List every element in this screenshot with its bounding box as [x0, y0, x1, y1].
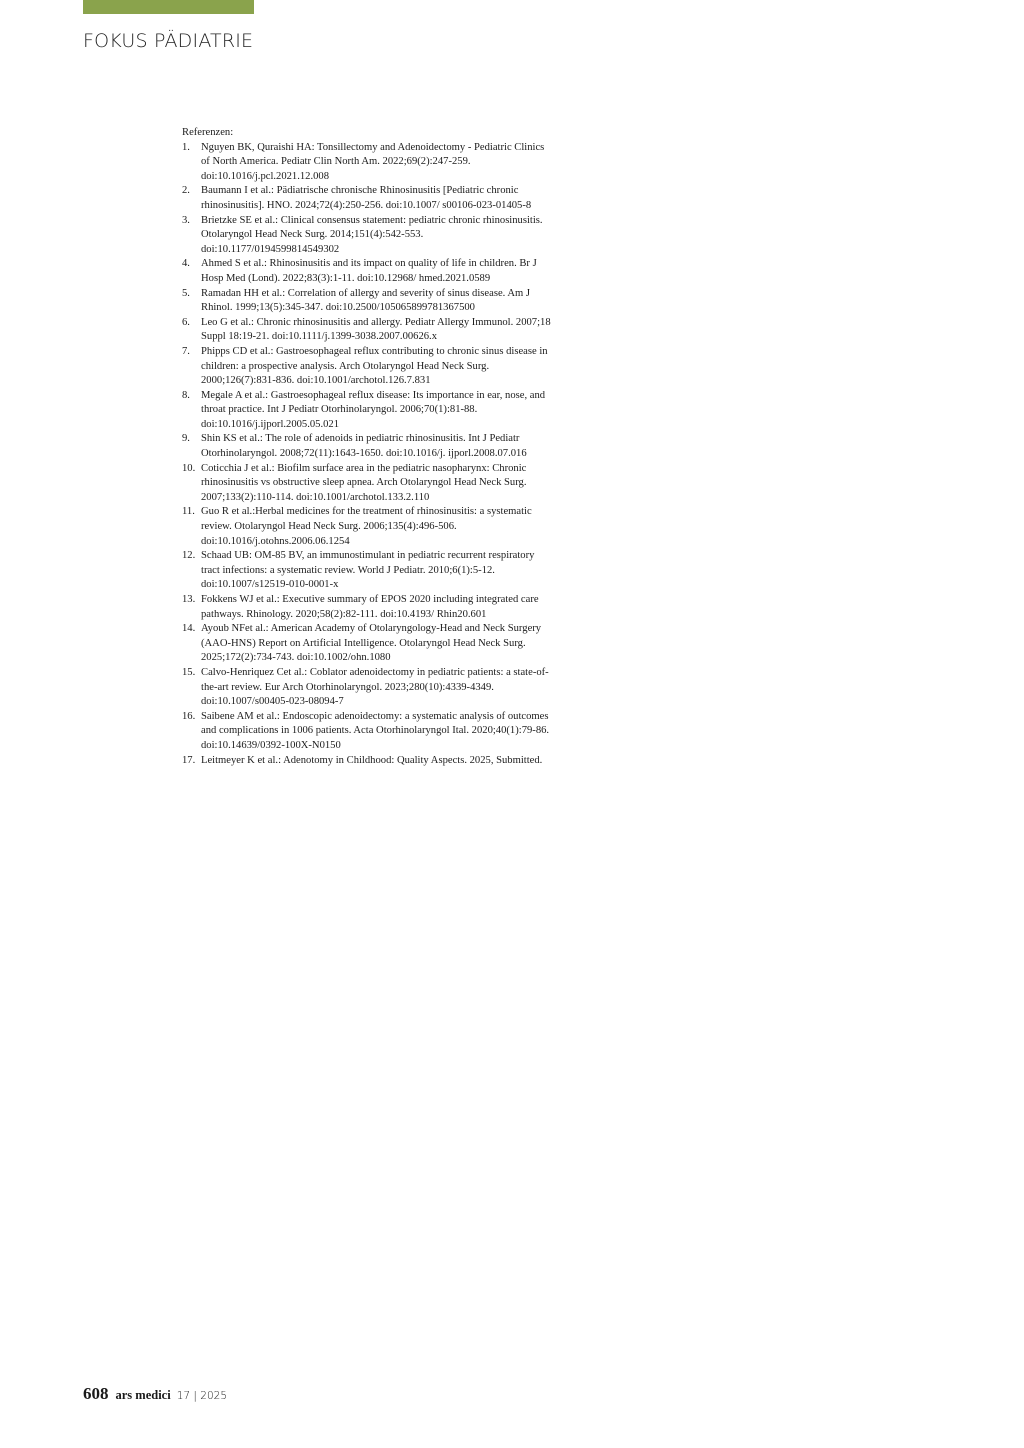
reference-item — [182, 141, 554, 185]
references-block — [182, 126, 554, 768]
reference-item — [182, 214, 554, 258]
issue-label: 17 | 2025 — [176, 1390, 227, 1402]
reference-text: Leo G et al.: Chronic rhinosinusitis and allergy. Pediatr Allergy Immunol. 2007;18 Suppl 18:19-21. doi:10.1111/j.1399-3038.2007.00626.x — [201, 316, 551, 343]
page-footer — [83, 1384, 227, 1404]
journal-name: ars medici — [115, 1388, 171, 1402]
reference-item — [182, 389, 554, 433]
reference-number: 13. — [182, 594, 196, 605]
reference-text: Ahmed S et al.: Rhinosinusitis and its impact on quality of life in children. Br J Hosp Med (Lond). 2022;83(3):1-11. doi:10.12968/ hmed.2021.0589 — [201, 258, 537, 284]
reference-item — [182, 505, 554, 549]
reference-item — [182, 710, 554, 754]
reference-text: Schaad UB: OM-85 BV, an immunostimulant in pediatric recurrent respiratory tract infections: a systematic review. World J Pediatr. 2010;6(1):5-12. doi:10.1007/s12519-010-0001-x — [201, 550, 535, 591]
reference-item — [182, 257, 554, 286]
reference-text: Nguyen BK, Quraishi HA: Tonsillectomy and Adenoidectomy - Pediatric Clinics of North America. Pediatr Clin North Am. 2022;69(2):247-259. doi:10.1016/j.pcl.2021.12.008 — [201, 141, 545, 182]
reference-number: 7. — [182, 345, 190, 357]
reference-text: Shin KS et al.: The role of adenoids in pediatric rhinosinusitis. Int J Pediatr Otorhinolaryngol. 2008;72(11):1643-1650. doi:10.1016/j. ijporl.2008.07.016 — [201, 433, 527, 460]
reference-number: 5. — [182, 287, 190, 299]
reference-number: 6. — [182, 316, 190, 328]
reference-item — [182, 593, 554, 622]
reference-text: Coticchia J et al.: Biofilm surface area in the pediatric nasopharynx: Chronic rhinosinusitis vs obstructive sleep apnea. Arch Otolaryngol Head Neck Surg. 2007;133(2):110-114. doi:10.1001/archotol.133.2.110 — [201, 462, 527, 503]
reference-text: Ramadan HH et al.: Correlation of allergy and severity of sinus disease. Am J Rhinol. 1999;13(5):345-347. doi:10.2500/105065899781367500 — [201, 287, 531, 314]
reference-number: 8. — [182, 389, 190, 401]
reference-item — [182, 345, 554, 389]
reference-number: 17. — [182, 754, 196, 766]
reference-text: Calvo-Henriquez Cet al.: Coblator adenoidectomy in pediatric patients: a state-of-the-art review. Eur Arch Otorhinolaryngol. 2023;280(10):4339-4349. doi:10.1007/s00405-023-08094-7 — [201, 666, 549, 708]
reference-number: 11. — [182, 506, 195, 518]
reference-text: Fokkens WJ et al.: Executive summary of EPOS 2020 including integrated care pathways. Rhinology. 2020;58(2):82-111. doi:10.4193/ Rhin20.601 — [201, 594, 539, 620]
reference-number: 10. — [182, 462, 196, 474]
reference-item — [182, 432, 554, 461]
reference-text: Saibene AM et al.: Endoscopic adenoidectomy: a systematic analysis of outcomes and complications in 1006 patients. Acta Otorhinolaryngol Ital. 2020;40(1):79-86. doi:10.14639/0392-100X-N0150 — [201, 710, 550, 751]
reference-text: Leitmeyer K et al.: Adenotomy in Childhood: Quality Aspects. 2025, Submitted. — [201, 754, 543, 766]
reference-number: 9. — [182, 433, 190, 445]
reference-text: Guo R et al.:Herbal medicines for the treatment of rhinosinusitis: a systematic review. Otolaryngol Head Neck Surg. 2006;135(4):496-506. doi:10.1016/j.otohns.2006.06.1254 — [201, 506, 532, 547]
reference-text: Megale A et al.: Gastroesophageal reflux disease: Its importance in ear, nose, and throat practice. Int J Pediatr Otorhinolaryngol. 2006;70(1):81-88. doi:10.1016/j.ijporl.2005.05.021 — [201, 389, 546, 430]
references-heading: Referenzen: — [182, 127, 234, 138]
reference-number: 14. — [182, 623, 196, 635]
section-title: FOKUS PÄDIATRIE — [83, 30, 254, 52]
reference-number: 3. — [182, 214, 190, 226]
reference-item — [182, 754, 554, 769]
reference-number: 12. — [182, 550, 196, 562]
reference-item — [182, 622, 554, 666]
page-number: 608 — [83, 1384, 109, 1403]
reference-item — [182, 316, 554, 345]
section-accent-bar — [83, 0, 254, 14]
reference-number: 16. — [182, 710, 196, 722]
references-list — [182, 141, 554, 769]
reference-number: 15. — [182, 666, 196, 678]
reference-number: 4. — [182, 258, 190, 270]
reference-item — [182, 287, 554, 316]
reference-item — [182, 666, 554, 710]
reference-item — [182, 549, 554, 593]
reference-text: Ayoub NFet al.: American Academy of Otolaryngology-Head and Neck Surgery (AAO-HNS) Report on Artificial Intelligence. Otolaryngol Head Neck Surg. 2025;172(2):734-743. doi:10.1002/ohn.1080 — [201, 623, 542, 664]
reference-text: Phipps CD et al.: Gastroesophageal reflux contributing to chronic sinus disease in children: a prospective analysis. Arch Otolaryngol Head Neck Surg. 2000;126(7):831-836. doi:10.1001/archotol.126.7.831 — [201, 345, 548, 387]
reference-number: 2. — [182, 185, 190, 197]
reference-text: Brietzke SE et al.: Clinical consensus statement: pediatric chronic rhinosinusitis. Otolaryngol Head Neck Surg. 2014;151(4):542-553. doi:10.1177/0194599814549302 — [201, 214, 543, 255]
reference-item — [182, 462, 554, 506]
reference-item — [182, 184, 554, 213]
reference-text: Baumann I et al.: Pädiatrische chronische Rhinosinusitis [Pediatric chronic rhinosinusitis]. HNO. 2024;72(4):250-256. doi:10.1007/ s00106-023-01405-8 — [201, 185, 532, 211]
reference-number: 1. — [182, 141, 190, 153]
